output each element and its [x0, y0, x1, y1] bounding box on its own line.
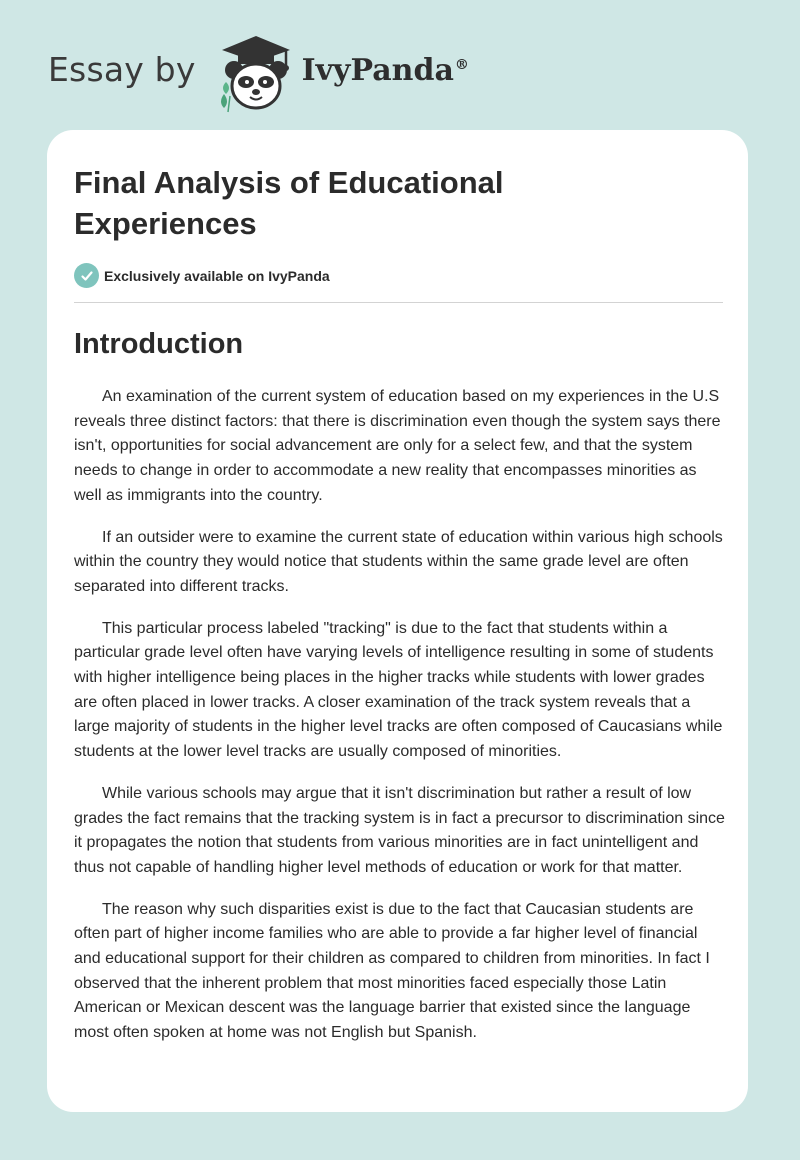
- exclusive-badge-label: Exclusively available on IvyPanda: [104, 267, 330, 284]
- essay-title: Final Analysis of Educational Experiences: [74, 165, 504, 241]
- paragraph: If an outsider were to examine the current state of education within various high schools within the country they would notice that students within the same grade level are often separated into different tracks.: [74, 528, 723, 595]
- essay-card: [47, 130, 748, 1112]
- paragraph: This particular process labeled "tracking" is due to the fact that students within a particular grade level often have varying levels of intelligence resulting in some of students with higher intelligence being places in the higher tracks while students with lower grades are often placed in lower tracks. A closer examination of the track system reveals that a large majority of students in the higher level tracks are often composed of Caucasians while students at the lower level tracks are usually composed of minorities.: [74, 619, 723, 761]
- section-heading: Introduction: [74, 328, 244, 360]
- paragraph: The reason why such disparities exist is due to the fact that Caucasian students are often part of higher income families who are able to provide a far higher level of financial and educational support for their children as compared to children from minorities. In fact I observed that the inherent problem that most minorities faced especially those Latin American or Mexican descent was the language barrier that existed since the language most often spoken at home was not English but Spanish.: [74, 900, 710, 1042]
- checkmark-icon: [74, 263, 99, 288]
- registered-mark: ®: [454, 56, 469, 73]
- paragraph: While various schools may argue that it isn't discrimination but rather a result of low grades the fact remains that the tracking system is in fact a precursor to discrimination since it propagates the notion that students from various minorities are in fact unintelligent and thus not capable of handling higher level methods of education or work for that matter.: [74, 784, 725, 876]
- brand-name-text: IvyPanda: [301, 52, 454, 88]
- brand-name[interactable]: [302, 53, 469, 88]
- essay-by-label: Essay by: [48, 49, 196, 89]
- paragraph: An examination of the current system of education based on my experiences in the U.S reveals three distinct factors: that there is discrimination even though the system says there isn't, opportunities for social advancement are only for a select few, and that the system needs to change in order to accommodate a new reality that encompasses minorities as well as immigrants into the country.: [74, 388, 721, 504]
- panda-graduate-logo-icon[interactable]: [214, 30, 298, 114]
- essay-body: [74, 385, 726, 1063]
- site-header: [48, 30, 469, 114]
- exclusive-badge: [74, 263, 330, 288]
- title-divider: [74, 302, 723, 303]
